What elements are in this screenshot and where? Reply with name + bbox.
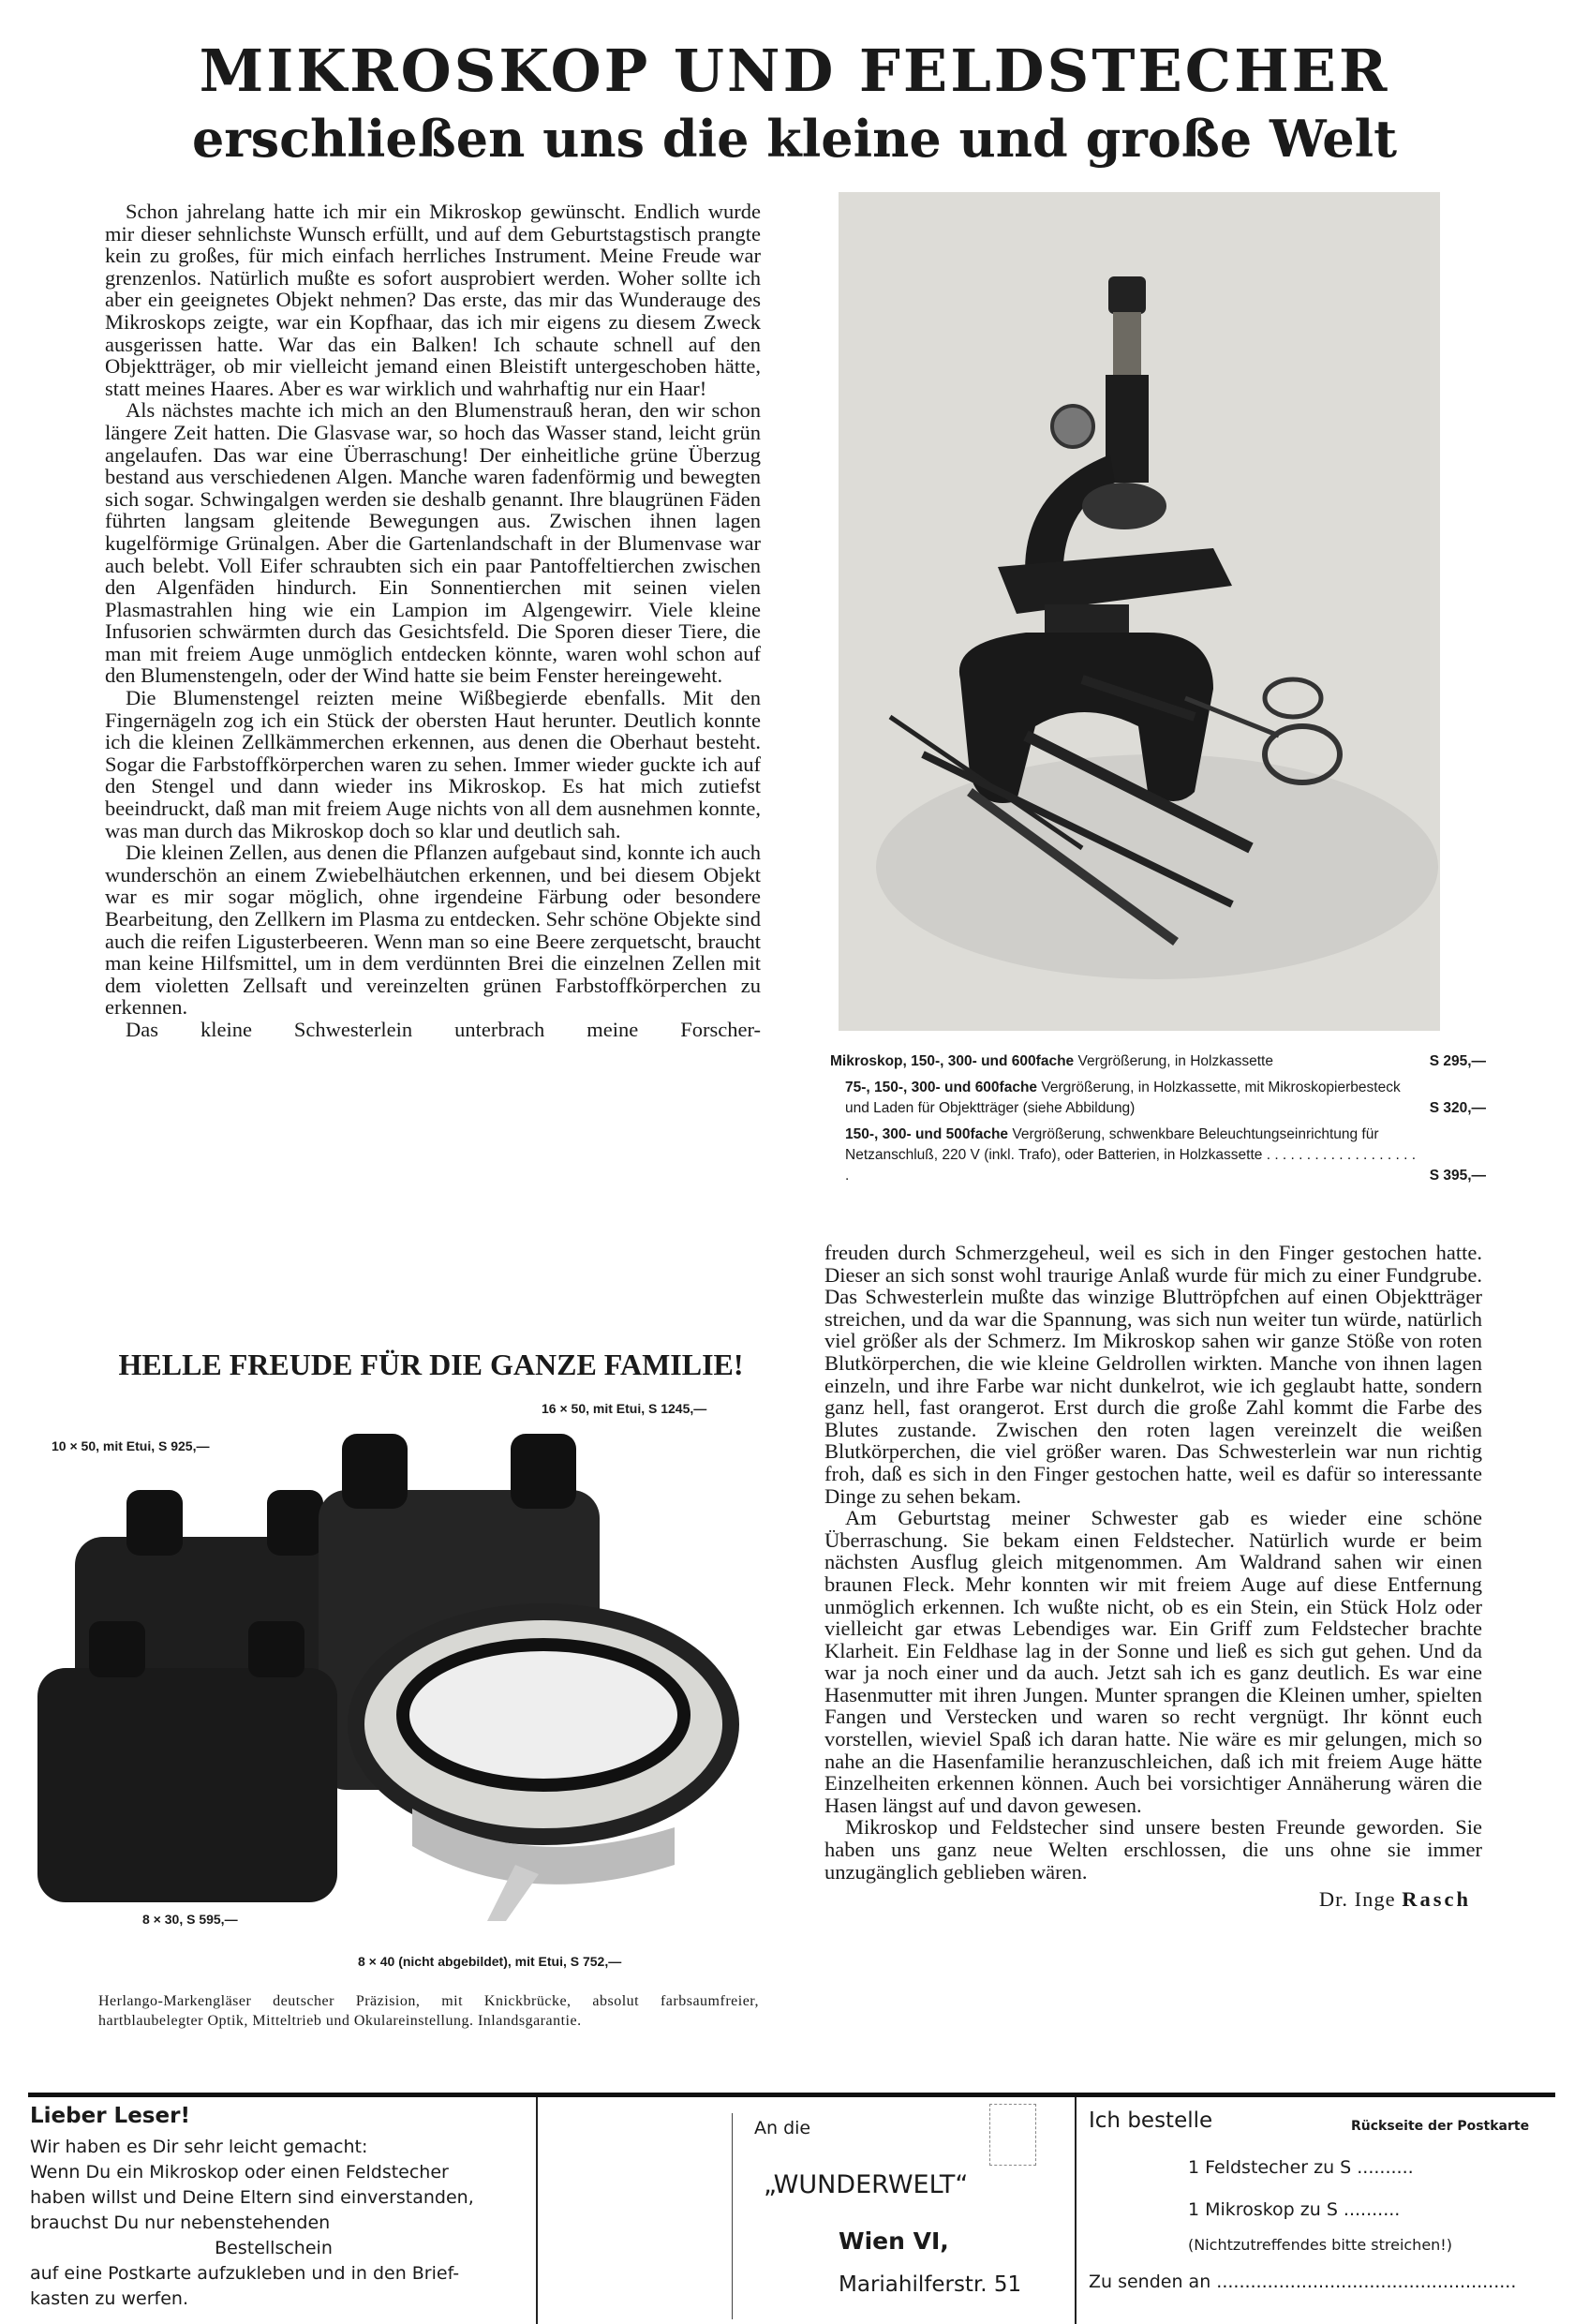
paragraph: Schon jahrelang hatte ich mir ein Mikroskop gewünscht. Endlich wurde mir dieser sehnlichste Wunsch erfüllt, und auf dem Geburtstagstisch prangte kein zu großes, für mich einfach herrliches Instrument. Meine Freude war grenzenlos. Natürlich mußte es sofort ausprobiert werden. Woher sollte ich aber ein geeignetes Objekt nehmen? Das erste, das mir das Wunderauge des Mikroskops zeigte, war ein Kopfhaar, das ich mir eigens zu diesem Zweck ausgerissen hatte. War das ein Balken! Ich schaute schnell auf den Objektträger, ob mir vielleicht jemand einen Bleistift untergeschoben hätte, statt meines Haares. Aber es war wirklich und wahrhaftig nur ein Haar! xyxy=(105,200,761,400)
address-city: Wien VI, xyxy=(839,2227,949,2255)
divider xyxy=(28,2093,1555,2097)
paragraph: Die Blumenstengel reizten meine Wißbegierde ebenfalls. Mit den Fingernägeln zog ich ein Stück der obersten Haut herunter. Deutlich konnte ich die kleinen Zellkämmerchen erkennen, aus denen die Oberhaut besteht. Sogar die Farbstoffkörperchen waren zu sehen. Immer wieder guckte ich auf den Stengel und dann wieder ins Mikroskop. Es hat mich zutiefst beeindruckt, daß man mit freiem Auge nichts von all dem ausnehmen konnte, was man durch das Mikroskop doch so klar und deutlich sah. xyxy=(105,686,761,842)
paragraph: Als nächstes machte ich mich an den Blumenstrauß heran, den wir schon längere Zeit hatten. Die Glasvase war, so hoch das Wasser stand, leicht grün angelaufen. Das war eine Überraschung! Der einheitliche grüne Überzug bestand aus verschiedenen Algen. Manche waren fadenförmig und bewegten sich sogar. Schwingalgen werden sie deshalb genannt. Ihre blaugrünen Fäden führten langsam gleitende Bewegungen aus. Zwischen ihnen lagen kugelförmige Grünalgen. Aber die Gartenlandschaft in der Blumenvase war auch belebt. Voll Eifer schraubten sich ein paar Pantoffeltierchen zwischen den Algenfäden hindurch. Ein Sonnentierchen mit seinen vielen Plasmastrahlen hing wie ein Lampion im Algengewirr. Viele kleine Infusorien schwärmten durch das Gesichtsfeld. Die Sporen dieser Tiere, die man mit freiem Auge unmöglich entdecken könnte, waren wohl schon auf den Blumenstengeln, oder der Wind hatte sie beim Fenster hereingeweht. xyxy=(105,398,761,688)
page-subtitle: erschließen uns die kleine und große Welt xyxy=(191,109,1398,169)
order-send-to: Zu senden an ..................................................... xyxy=(1089,2272,1517,2292)
address-name: „WUNDERWELT“ xyxy=(764,2170,969,2199)
order-heading: Ich bestelle xyxy=(1089,2108,1213,2133)
paragraph: freuden durch Schmerzgeheul, weil es sich in den Finger gestochen hatte. Dieser an sich sonst wohl traurige Anlaß wurde für mich zu einer Fundgrube. Das Schwesterlein mußte das winzige Bluttröpfchen auf einen Objektträger streichen, und da war die Spannung, was sich nun weiter tun würde, natürlich viel größer als der Schmerz. Im Mikroskop sahen wir ganze Stöße von roten Blutkörperchen, die wie kleine Geldrollen wirkten. Manche von ihnen lagen einzeln, und ihre Farbe war nicht dunkelrot, wie ich geglaubt hatte, sondern ganz hell, fast orangerot. Erst durch die große Zahl kommt die Farbe des Blutes zustande. Zwischen den roten lagen vereinzelt die weißen Blutkörperchen, die viel größer waren. Das Schwesterlein war nun richtig froh, daß es sich in den Finger gestochen hatte, weil es dafür so interessante Dinge zu sehen bekam. xyxy=(824,1241,1482,1508)
author-last: Rasch xyxy=(1402,1887,1471,1912)
price-item xyxy=(830,1051,1486,1072)
label-10x50: 10 × 50, mit Etui, S 925,— xyxy=(52,1438,210,1453)
page-title: MIKROSKOP UND FELDSTECHER xyxy=(199,37,1390,105)
article-column-left xyxy=(105,201,761,1041)
note-line: kasten zu werfen. xyxy=(30,2288,188,2309)
note-line: Wenn Du ein Mikroskop oder einen Feldstecher xyxy=(30,2162,449,2182)
label-8x30: 8 × 30, S 595,— xyxy=(142,1912,238,1927)
offer-spec: Mikroskop, 150-, 300- und 600fache xyxy=(830,1053,1075,1069)
microscope-price-list xyxy=(830,1051,1486,1192)
note-line: Wir haben es Dir sehr leicht gemacht: xyxy=(30,2137,368,2157)
paragraph: Das kleine Schwesterlein unterbrach meine Forscher- xyxy=(126,1017,761,1041)
offer-spec: 75-, 150-, 300- und 600fache xyxy=(845,1080,1038,1095)
order-item-microscope: 1 Mikroskop zu S .......... xyxy=(1188,2199,1401,2220)
label-16x50: 16 × 50, mit Etui, S 1245,— xyxy=(542,1401,707,1416)
note-line: Bestellschein xyxy=(215,2238,333,2258)
binocular-headline: HELLE FREUDE FÜR DIE GANZE FAMILIE! xyxy=(118,1348,744,1381)
binocular-caption: Herlango-Markengläser deutscher Präzision, mit Knickbrücke, absolut farbsaumfreier, hartblaubelegter Optik, Mitteltrieb und Okulareinstellung. Inlandsgarantie. xyxy=(98,1993,759,2029)
divider xyxy=(1075,2097,1077,2324)
offer-text: Vergrößerung, schwenkbare Beleuchtungseinrichtung für Netzanschluß, 220 V (inkl. Trafo), oder Batterien, in Holzkassette . . . . . . . . . . . . . . . . . . . . xyxy=(845,1126,1417,1184)
note-line: auf eine Postkarte aufzukleben und in den Brief- xyxy=(30,2263,460,2284)
paragraph: Mikroskop und Feldstecher sind unsere besten Freunde geworden. Sie haben uns ganz neue Welten erschlossen, die uns ohne sie immer unzugänglich geblieben wären. xyxy=(824,1815,1482,1884)
address-street: Mariahilferstr. 51 xyxy=(839,2272,1022,2297)
author-first: Dr. Inge xyxy=(1318,1887,1396,1912)
divider xyxy=(732,2113,733,2319)
offer-text: Vergrößerung, in Holzkassette, mit Mikroskopierbesteck und Laden für Objektträger (siehe Abbildung) xyxy=(845,1080,1401,1116)
offer-text: Vergrößerung, in Holzkassette xyxy=(1074,1053,1273,1069)
price-item xyxy=(830,1078,1486,1119)
reader-note xyxy=(30,2104,517,2312)
offer-price: S 320,— xyxy=(1429,1100,1486,1116)
order-note: Rückseite der Postkarte xyxy=(1351,2119,1530,2134)
price-item xyxy=(830,1125,1486,1186)
reader-note-heading: Lieber Leser! xyxy=(30,2104,190,2128)
paragraph: Die kleinen Zellen, aus denen die Pflanzen aufgebaut sind, konnte ich auch wunderschön an einem Zwiebelhäutchen erkennen, und bei diesem Objekt war es mir sogar möglich, ohne irgendeine Färbung oder besondere Bearbeitung, den Zellkern im Plasma zu entdecken. Sehr schöne Objekte sind auch die reifen Ligusterbeeren. Wenn man so eine Beere zerquetscht, braucht man keine Hilfsmittel, um in dem verdünnten Brei die einzelnen Zellen mit dem violetten Zellsaft und vereinzelten grünen Farbstoffkörperchen zu erkennen. xyxy=(105,841,761,1020)
divider xyxy=(536,2097,538,2324)
author-signature xyxy=(824,1888,1482,1911)
microscope-photo xyxy=(839,192,1440,1031)
note-line: brauchst Du nur nebenstehenden xyxy=(30,2212,331,2233)
order-hint: (Nichtzutreffendes bitte streichen!) xyxy=(1188,2236,1452,2254)
offer-spec: 150-, 300- und 500fache xyxy=(845,1126,1009,1142)
article-column-right xyxy=(824,1242,1482,1911)
offer-price: S 395,— xyxy=(1429,1168,1486,1184)
address-to: An die xyxy=(754,2118,811,2138)
paragraph: Am Geburtstag meiner Schwester gab es wieder eine schöne Überraschung. Sie bekam einen Feldstecher. Natürlich wurde er beim nächsten Ausflug gleich mitgenommen. Am Waldrand sahen wir einen braunen Fleck. Mehr konnten wir mit freiem Auge auf diese Entfernung unmöglich erkennen. Ich wußte nicht, ob es ein Stein, ein Stück Holz oder vielleicht gar etwas Lebendiges war. Ein Griff zum Feldstecher brachte Klarheit. Ein Feldhase lag in der Sonne und ließ es sich gut gehen. Und da war ja noch einer und da auch. Jetzt sah ich es ganz deutlich. Es war eine Hasenmutter mit ihren Jungen. Munter sprangen die Kleinen umher, spielten Fangen und Verstecken und waren so recht vergnügt. Ihr könnt euch vorstellen, wieviel Spaß ich daran hatte. Nie wäre es mir gelungen, mich so nahe an die Hasenfamilie heranzuschleichen, daß ich mit freiem Auge hätte Einzelheiten erkennen können. Auch bei vorsichtiger Annäherung wären die Hasen längst auf und davon gewesen. xyxy=(824,1506,1482,1817)
binoculars-photo xyxy=(37,1434,773,1921)
order-item-binocular: 1 Feldstecher zu S .......... xyxy=(1188,2157,1414,2178)
note-line: haben willst und Deine Eltern sind einverstanden, xyxy=(30,2187,474,2208)
offer-price: S 295,— xyxy=(1429,1053,1486,1069)
label-8x40: 8 × 40 (nicht abgebildet), mit Etui, S 752,— xyxy=(358,1954,622,1969)
stamp-box xyxy=(989,2104,1036,2166)
